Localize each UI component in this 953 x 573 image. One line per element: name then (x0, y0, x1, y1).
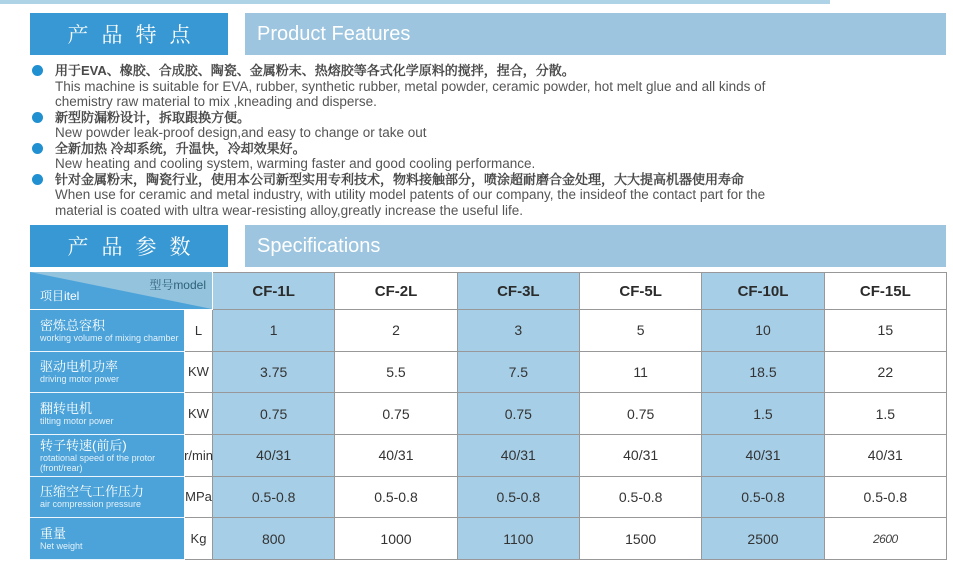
unit-cell: KW (185, 393, 213, 435)
value-cell: 40/31 (458, 435, 580, 477)
model-header-cell: CF-2L (335, 272, 457, 310)
value-cell: 2600 (825, 518, 947, 560)
value-cell: 5.5 (335, 352, 457, 394)
item-header-cell (30, 477, 185, 519)
feature-text-en: New heating and cooling system, warming faster and good cooling performance. (55, 156, 536, 171)
value-cell: 40/31 (580, 435, 702, 477)
value-cell: 11 (580, 352, 702, 394)
corner-label-model: 型号model (149, 278, 206, 292)
item-header-cell (30, 310, 185, 352)
value-cell: 15 (825, 310, 947, 352)
specs-section-title-cn: 产品参数 (30, 225, 228, 267)
item-header-cell (30, 393, 185, 435)
value-cell: 1.5 (825, 393, 947, 435)
feature-item (32, 110, 937, 141)
item-label-cn: 密炼总容积 (40, 317, 106, 333)
value-cell: 3 (458, 310, 580, 352)
value-cell: 1 (213, 310, 335, 352)
features-section-title-en: Product Features (245, 13, 946, 55)
model-header-cell: CF-15L (825, 272, 947, 310)
value-cell: 1.5 (702, 393, 824, 435)
feature-text-cn: 全新加热 冷却系统，升温快，冷却效果好。 (55, 140, 306, 156)
value-cell: 40/31 (213, 435, 335, 477)
item-label-en: Net weight (40, 541, 83, 552)
unit-cell: MPa (185, 477, 213, 519)
bullet-dot-icon (32, 143, 43, 154)
table-corner-cell (30, 272, 213, 310)
value-cell: 0.5-0.8 (458, 477, 580, 519)
item-label-en: tilting motor power (40, 416, 114, 427)
feature-text-en: When use for ceramic and metal industry, with utility model patents of our company, the insideof the contact part for the (55, 187, 766, 202)
value-cell: 1000 (335, 518, 457, 560)
value-cell: 22 (825, 352, 947, 394)
item-label-en: working volume of mixing chamber (40, 332, 179, 343)
item-header-cell (30, 435, 185, 477)
item-label-en: air compression pressure (40, 499, 142, 510)
model-header-cell: CF-5L (580, 272, 702, 310)
unit-cell: r/min (185, 435, 213, 477)
bullet-dot-icon (32, 174, 43, 185)
value-cell: 40/31 (825, 435, 947, 477)
features-list (32, 63, 937, 218)
feature-text-cn: 用于EVA、橡胶、合成胶、陶瓷、金属粉末、热熔胶等各式化学原料的搅拌，捏合，分散。 (55, 63, 575, 78)
value-cell: 5 (580, 310, 702, 352)
value-cell: 0.5-0.8 (335, 477, 457, 519)
feature-text-cn: 针对金属粉末，陶瓷行业，使用本公司新型实用专利技术，物料接触部分，喷涂超耐磨合金处理，大大提高机器使用寿命 (55, 171, 745, 187)
item-label-cn: 驱动电机功率 (40, 359, 119, 375)
feature-text-en: material is coated with ultra wear-resisting alloy,greatly increase the useful life. (55, 202, 523, 218)
feature-item (32, 63, 937, 110)
unit-cell: KW (185, 352, 213, 394)
value-cell: 1500 (580, 518, 702, 560)
unit-cell: Kg (185, 518, 213, 560)
feature-text-en: This machine is suitable for EVA, rubber, synthetic rubber, metal powder, ceramic powder, hot melt glue and all kinds of (55, 78, 766, 94)
feature-item (32, 172, 937, 219)
value-cell: 0.5-0.8 (702, 477, 824, 519)
spec-table (30, 272, 947, 560)
feature-text-cn: 新型防漏粉设计，拆取跟换方便。 (55, 109, 251, 125)
value-cell: 0.75 (580, 393, 702, 435)
bullet-dot-icon (32, 65, 43, 76)
item-label-cn: 翻转电机 (40, 401, 93, 417)
value-cell: 0.5-0.8 (580, 477, 702, 519)
item-label-cn: 重量 (40, 526, 67, 542)
item-header-cell (30, 352, 185, 394)
corner-label-item: 项目itel (40, 289, 80, 303)
value-cell: 0.5-0.8 (213, 477, 335, 519)
model-header-cell: CF-3L (458, 272, 580, 310)
model-header-cell: CF-10L (702, 272, 824, 310)
item-label-en: driving motor power (40, 374, 120, 385)
feature-text-en: chemistry raw material to mix ,kneading and disperse. (55, 94, 377, 109)
value-cell: 10 (702, 310, 824, 352)
item-label-en: rotational speed of the protor (front/rear) (40, 452, 156, 473)
value-cell: 40/31 (702, 435, 824, 477)
item-label-cn: 压缩空气工作压力 (40, 484, 145, 500)
unit-cell: L (185, 310, 213, 352)
value-cell: 800 (213, 518, 335, 560)
value-cell: 0.75 (213, 393, 335, 435)
value-cell: 18.5 (702, 352, 824, 394)
value-cell: 0.75 (458, 393, 580, 435)
specs-section-title-en: Specifications (245, 225, 946, 267)
value-cell: 2 (335, 310, 457, 352)
top-accent-strip (0, 0, 830, 4)
feature-item (32, 141, 937, 172)
value-cell: 1100 (458, 518, 580, 560)
features-section-title-cn: 产品特点 (30, 13, 228, 55)
value-cell: 2500 (702, 518, 824, 560)
value-cell: 0.75 (335, 393, 457, 435)
model-header-cell: CF-1L (213, 272, 335, 310)
value-cell: 7.5 (458, 352, 580, 394)
bullet-dot-icon (32, 112, 43, 123)
item-header-cell (30, 518, 185, 560)
value-cell: 3.75 (213, 352, 335, 394)
item-label-cn: 转子转速(前后) (40, 437, 127, 453)
value-cell: 40/31 (335, 435, 457, 477)
feature-text-en: New powder leak-proof design,and easy to change or take out (55, 125, 427, 140)
value-cell: 0.5-0.8 (825, 477, 947, 519)
